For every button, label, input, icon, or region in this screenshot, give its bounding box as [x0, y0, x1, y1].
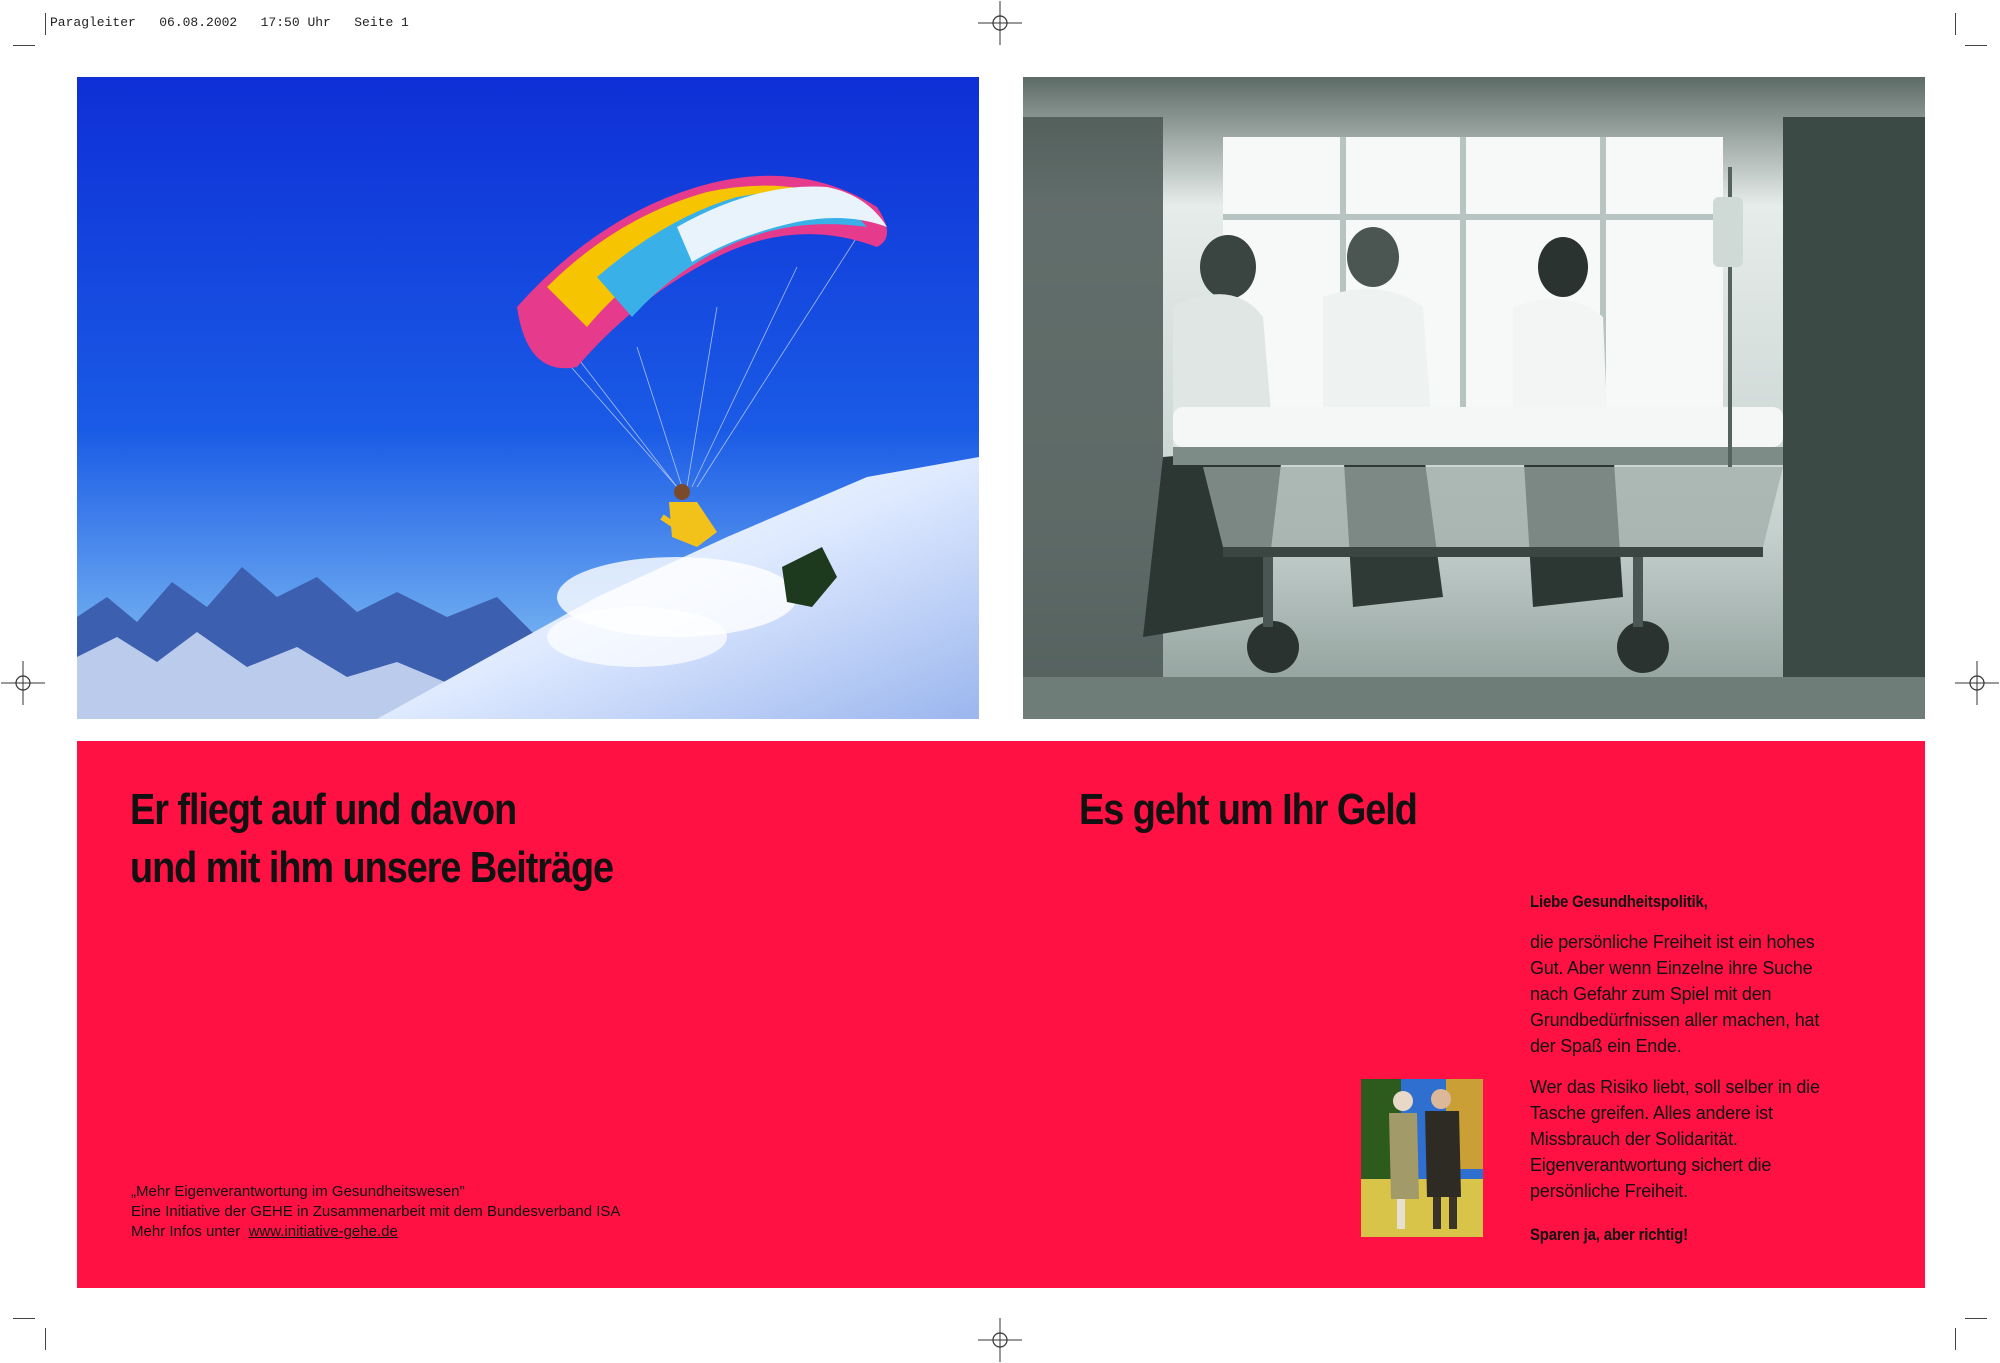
- crop-mark-bottom-right-v: [1955, 1328, 1956, 1350]
- text-panel: [77, 741, 1925, 1288]
- hospital-photo: [1023, 77, 1925, 719]
- footer-line3: [131, 1222, 620, 1242]
- headline-right-text: Es geht um Ihr Geld: [1079, 785, 1417, 834]
- registration-mark-bottom-icon: [978, 1318, 1022, 1362]
- crop-mark-bottom-left-h: [13, 1318, 35, 1319]
- footer-line3-prefix: Mehr Infos unter: [131, 1223, 241, 1240]
- crop-mark-top-left-h: [13, 45, 35, 46]
- crop-mark-bottom-right-h: [1965, 1318, 1987, 1319]
- footer-line2: Eine Initiative der GEHE in Zusammenarbeit mit dem Bundesverband ISA: [131, 1203, 621, 1220]
- crop-mark-top-left-v: [45, 13, 46, 35]
- hospital-image: [1023, 77, 1925, 719]
- initiative-link[interactable]: www.initiative-gehe.de: [248, 1223, 398, 1240]
- headline-left: [130, 781, 613, 897]
- letter-paragraph-2: Wer das Risiko liebt, soll selber in die Tasche greifen. Alles andere ist Missbrauch der Solidarität. Eigenverantwortung sichert die persönliche Freiheit.: [1530, 1077, 1820, 1201]
- elderly-couple-image: [1361, 1079, 1483, 1237]
- footer-line1: „Mehr Eigenverantwortung im Gesundheitswesen": [131, 1183, 465, 1200]
- letter-salutation: Liebe Gesundheitspolitik,: [1530, 892, 1708, 911]
- paraglider-photo: [77, 77, 979, 719]
- crop-mark-bottom-left-v: [45, 1328, 46, 1350]
- initiative-footer: [131, 1182, 620, 1242]
- letter-paragraph-1: die persönliche Freiheit ist ein hohes Gut. Aber wenn Einzelne ihre Suche nach Gefahr zum Spiel mit den Grundbedürfnissen aller machen, hat der Spaß ein Ende.: [1530, 932, 1820, 1056]
- elderly-couple-photo: [1361, 1079, 1483, 1237]
- headline-left-line2: und mit ihm unsere Beiträge: [130, 843, 614, 892]
- paraglider-image: [77, 77, 979, 719]
- registration-mark-top-icon: [978, 1, 1022, 45]
- headline-right: [1079, 781, 1417, 839]
- crop-mark-top-right-v: [1955, 13, 1956, 35]
- crop-mark-top-right-h: [1965, 45, 1987, 46]
- headline-left-line1: Er fliegt auf und davon: [130, 785, 517, 834]
- registration-mark-right-icon: [1955, 661, 1999, 705]
- print-slug: Paragleiter 06.08.2002 17:50 Uhr Seite 1: [50, 15, 409, 30]
- letter-closing: Sparen ja, aber richtig!: [1530, 1225, 1688, 1244]
- letter-block: [1530, 889, 1830, 1248]
- registration-mark-left-icon: [1, 661, 45, 705]
